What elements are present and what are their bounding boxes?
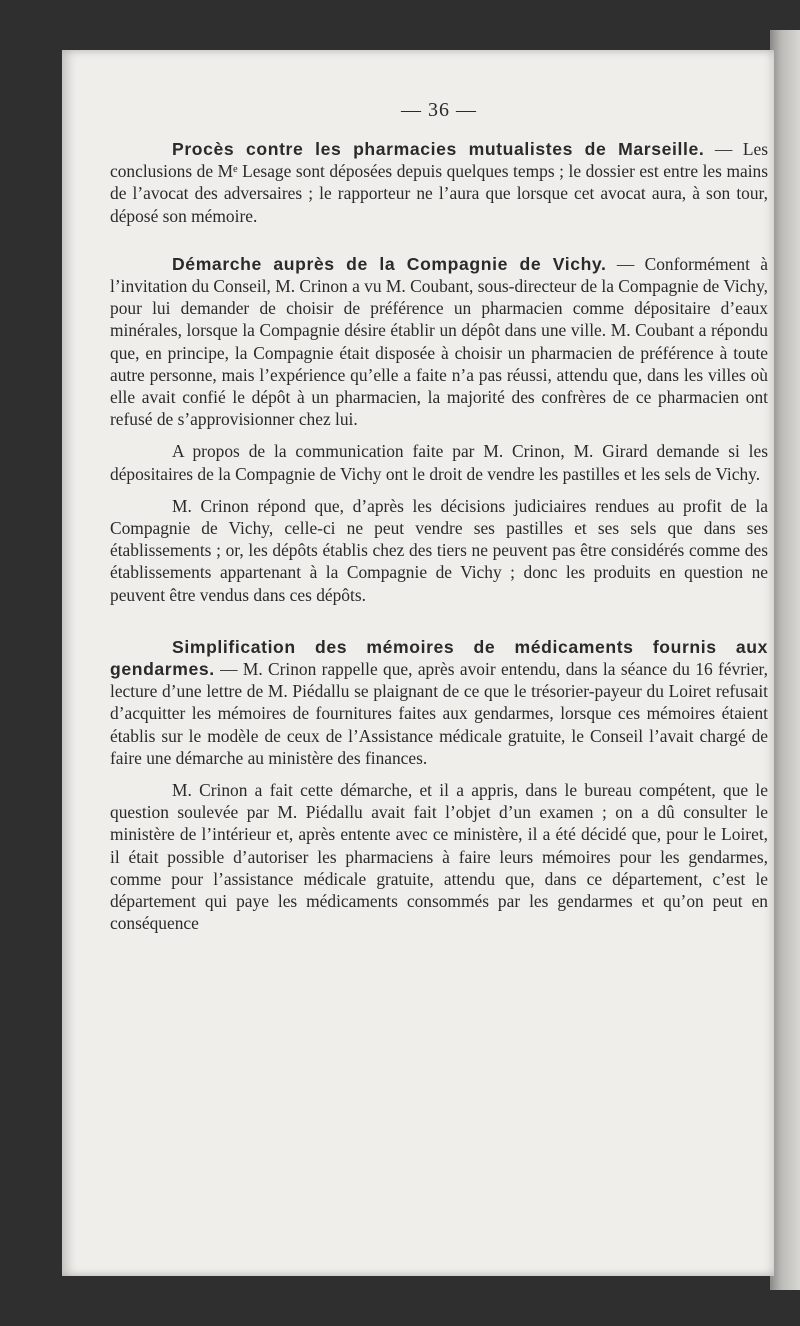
section-text-marseille: — Les conclusions de Mᵉ Lesage sont déposées depuis quelques temps ; le dossier est entre les mains de l’avocat des adversaires ; le rapporteur ne l’aura que lorsque cet avocat aura, à son tour, déposé son mémoire. [110,139,768,226]
page-number: — 36 — [401,99,477,121]
section-vichy [110,253,768,431]
section-gendarmes [110,636,768,769]
section-heading-vichy: Démarche auprès de la Compagnie de Vichy. [172,253,607,274]
next-page-edge [770,30,800,1290]
section-marseille [110,138,768,227]
paragraph-crinon-demarche: M. Crinon a fait cette démarche, et il a appris, dans le bureau compétent, que le question soulevée par M. Piédallu avait fait l’objet d’un examen ; on a dû consulter le ministère de l’intérieur et, après entente avec ce ministère, il a été décidé que, pour le Loiret, il était possible d’autoriser les pharmaciens à faire leurs mémoires pour les gendarmes, comme pour l’assistance médicale gratuite, attendu que, dans ce département, c’est le département qui paye les médicaments consommés par les gendarmes et qu’on peut en conséquence [110,780,768,934]
section-text-vichy: — Conformément à l’invitation du Conseil, M. Crinon a vu M. Coubant, sous-directeur de la Compagnie de Vichy, pour lui demander de choisir de préférence un pharmacien comme dépositaire d’eaux minérales, lorsque la Compagnie désire établir un dépôt dans une ville. M. Coubant a répondu que, en principe, la Compagnie était disposée à choisir un pharmacien de préférence à toute autre personne, mais l’expérience qu’elle a faite n’a pas réussi, attendu que, dans les villes où elle avait confié le dépôt à un pharmacien, la majorité des confrères de ce pharmacien ont refusé de s’approvisionner chez lui. [110,253,768,430]
page-content [110,96,768,935]
section-heading-gendarmes: Simplification des mémoires de médicaments fournis aux gendarmes. [110,636,768,680]
section-text-gendarmes: — M. Crinon rappelle que, après avoir entendu, dans la séance du 16 février, lecture d’une lettre de M. Piédallu se plaignant de ce que le trésorier-payeur du Loiret refusait d’acquitter les mémoires de fournitures faites aux gendarmes, lorsque ces mémoires étaient établis sur le modèle de ceux de l’Assistance médicale gratuite, le Conseil l’avait chargé de faire une démarche au ministère des finances. [110,659,768,768]
paragraph-girard: A propos de la communication faite par M. Crinon, M. Girard demande si les dépositaires de la Compagnie de Vichy ont le droit de vendre les pastilles et les sels de Vichy. [110,441,768,484]
section-heading-marseille: Procès contre les pharmacies mutualistes de Marseille. [172,139,705,159]
paragraph-crinon-reply: M. Crinon répond que, d’après les décisions judiciaires rendues au profit de la Compagnie de Vichy, celle-ci ne peut vendre ses pastilles et ses sels que dans ses établissements ; or, les dépôts établis chez des tiers ne peuvent pas être considérés comme des établissements appartenant à la Compagnie de Vichy ; donc les produits en question ne peuvent être vendus dans ces dépôts. [110,495,768,605]
